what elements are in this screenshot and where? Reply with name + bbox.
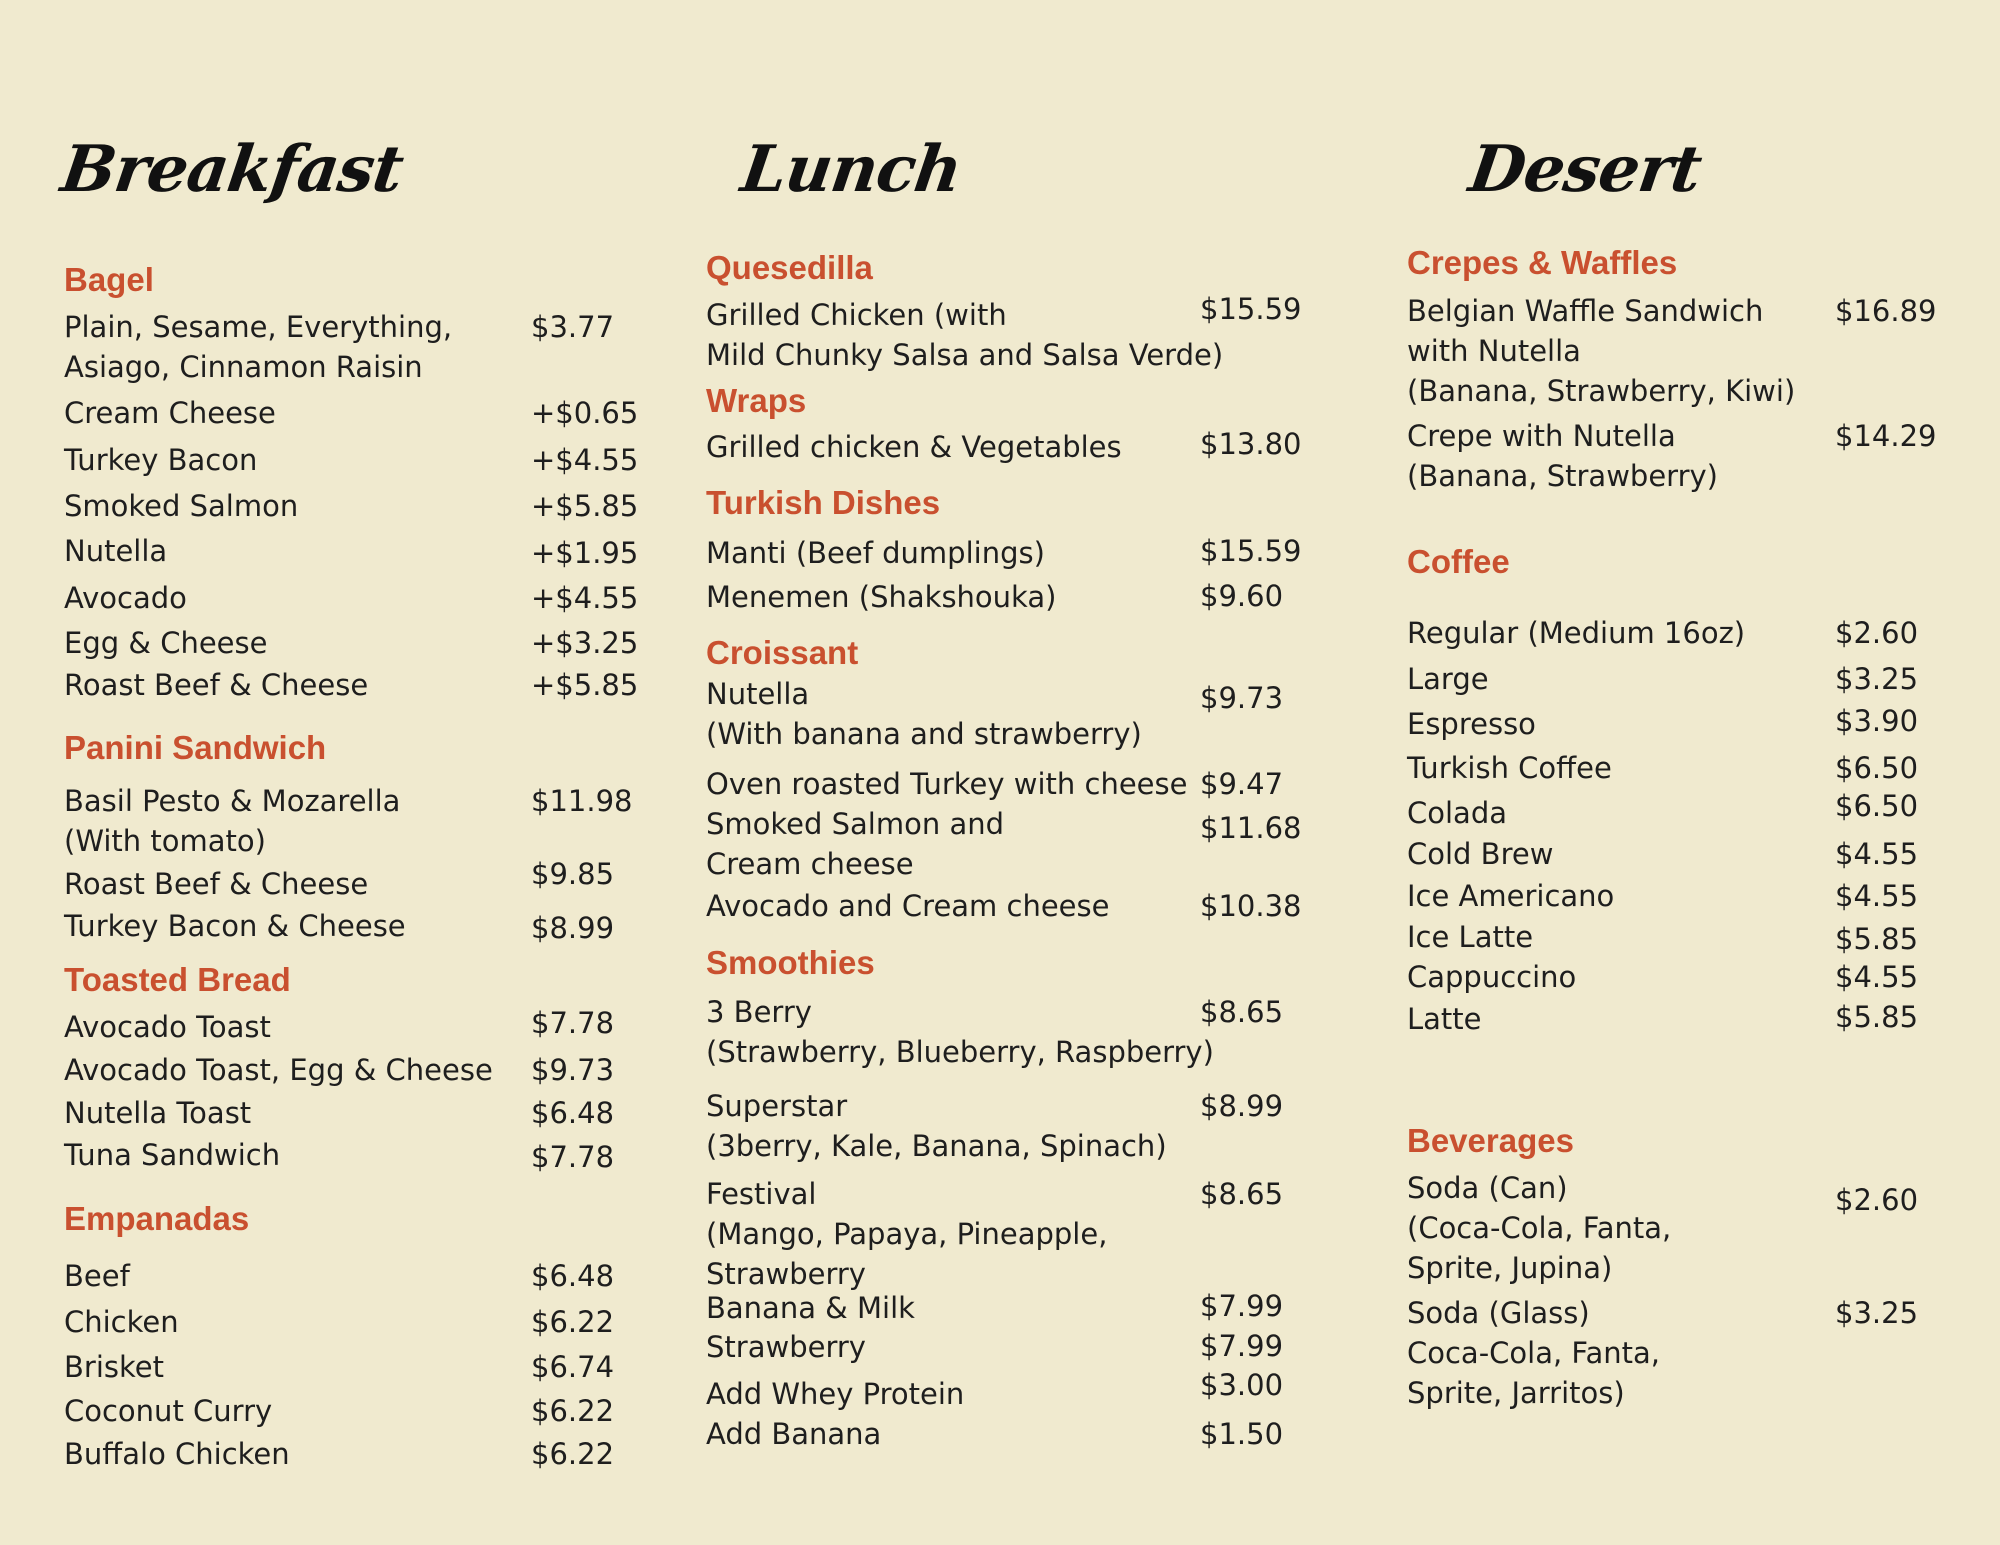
menu-item-name: Oven roasted Turkey with cheese [706,767,1188,801]
menu-item-name: Colada [1407,796,1507,830]
menu-item-price: $2.60 [1835,616,1919,650]
menu-item-price: $9.47 [1200,767,1284,801]
menu-item-name: Add Banana [706,1417,882,1451]
menu-item-name: Egg & Cheese [64,626,268,660]
menu-item-detail: Asiago, Cinnamon Raisin [64,350,423,384]
section-heading-wraps: Wraps [706,382,807,419]
menu-item-name: Smoked Salmon and [706,807,1005,841]
menu-item-price: $2.60 [1835,1183,1919,1217]
menu-item-name: Cream Cheese [64,396,276,430]
menu-item-detail: (Banana, Strawberry) [1407,459,1718,493]
menu-item-price: $9.60 [1200,579,1284,613]
menu-item-price: $9.73 [1200,681,1284,715]
menu-item-name: Menemen (Shakshouka) [706,580,1057,614]
menu-item-price: $6.22 [531,1394,615,1428]
menu-item-detail: Mild Chunky Salsa and Salsa Verde) [706,338,1224,372]
menu-item-price: $6.50 [1835,789,1919,823]
menu-item-detail: (With tomato) [64,824,266,858]
menu-item-detail: (With banana and strawberry) [706,717,1142,751]
menu-item-detail: (Mango, Papaya, Pineapple, [706,1217,1108,1251]
menu-item-name: Soda (Can) [1407,1171,1568,1205]
section-heading-quesedilla: Quesedilla [706,249,873,286]
section-heading-turkish-dishes: Turkish Dishes [706,484,941,521]
menu-item-detail: (Strawberry, Blueberry, Raspberry) [706,1035,1214,1069]
menu-item-name: Regular (Medium 16oz) [1407,616,1746,650]
menu-item-price: $8.99 [1200,1089,1284,1123]
menu-item-price: +$5.85 [531,668,639,702]
menu-item-name: Turkey Bacon [64,443,258,477]
section-heading-coffee: Coffee [1407,543,1510,580]
menu-item-price: $16.89 [1835,294,1937,328]
menu-item-price: $14.29 [1835,419,1937,453]
menu-item-name: Nutella [706,677,810,711]
menu-item-detail: Sprite, Jarritos) [1407,1376,1625,1410]
menu-item-name: Strawberry [706,1330,866,1364]
menu-item-price: $5.85 [1835,1000,1919,1034]
menu-item-price: +$3.25 [531,626,639,660]
menu-item-price: $9.85 [531,857,615,891]
menu-item-name: 3 Berry [706,995,812,1029]
menu-item-price: $6.50 [1835,751,1919,785]
menu-item-price: $7.99 [1200,1329,1284,1363]
menu-item-name: Cold Brew [1407,837,1554,871]
menu-item-name: Add Whey Protein [706,1377,965,1411]
breakfast-title: Breakfast [56,132,408,207]
menu-item-price: $9.73 [531,1053,615,1087]
menu-item-price: $4.55 [1835,837,1919,871]
menu-item-price: +$1.95 [531,536,639,570]
menu-item-name: Smoked Salmon [64,489,299,523]
menu-item-name: Turkey Bacon & Cheese [64,909,406,943]
menu-item-name: Large [1407,662,1489,696]
menu-item-price: $15.59 [1200,534,1302,568]
menu-item-price: $6.22 [531,1437,615,1471]
menu-item-price: $6.48 [531,1259,615,1293]
menu-item-detail: Sprite, Jupina) [1407,1251,1613,1285]
menu-item-name: Nutella [64,534,168,568]
menu-item-name: Belgian Waffle Sandwich [1407,294,1764,328]
menu-item-price: $11.98 [531,784,633,818]
menu-item-name: Banana & Milk [706,1291,915,1325]
menu-item-detail: Coca-Cola, Fanta, [1407,1336,1660,1370]
menu-item-price: $8.99 [531,911,615,945]
menu-item-price: $3.25 [1835,1296,1919,1330]
menu-item-price: $7.99 [1200,1289,1284,1323]
menu-item-name: Avocado [64,581,187,615]
menu-item-name: Crepe with Nutella [1407,419,1676,453]
menu-item-name: Buffalo Chicken [64,1437,290,1471]
menu-item-name: Latte [1407,1002,1482,1036]
menu-item-detail: (Banana, Strawberry, Kiwi) [1407,374,1796,408]
menu-item-price: $3.77 [531,310,615,344]
menu-item-price: $6.48 [531,1096,615,1130]
menu-item-name: Espresso [1407,707,1536,741]
menu-item-price: $1.50 [1200,1417,1284,1451]
menu-item-name: Manti (Beef dumplings) [706,536,1045,570]
menu-item-name: Beef [64,1259,130,1293]
menu-item-name: Ice Latte [1407,920,1534,954]
menu-item-price: $15.59 [1200,292,1302,326]
section-heading-toasted-bread: Toasted Bread [64,961,291,998]
menu-item-price: $7.78 [531,1006,615,1040]
section-heading-croissant: Croissant [706,634,859,671]
menu-item-price: $4.55 [1835,960,1919,994]
menu-item-name: Brisket [64,1350,164,1384]
menu-item-name: Avocado Toast, Egg & Cheese [64,1053,493,1087]
menu-item-name: Nutella Toast [64,1096,252,1130]
menu-item-name: Superstar [706,1089,848,1123]
section-heading-smoothies: Smoothies [706,944,875,981]
menu-item-price: $4.55 [1835,879,1919,913]
section-heading-crepes-waffles: Crepes & Waffles [1407,244,1678,281]
menu-item-price: $3.90 [1835,704,1919,738]
menu-item-price: $6.74 [531,1350,615,1384]
menu-item-price: $3.00 [1200,1368,1284,1402]
menu-item-detail: (Coca-Cola, Fanta, [1407,1211,1672,1245]
menu-item-name: Avocado Toast [64,1010,271,1044]
menu-item-name: Soda (Glass) [1407,1296,1590,1330]
menu-item-price: +$5.85 [531,489,639,523]
section-heading-beverages: Beverages [1407,1122,1574,1159]
menu-item-name: Festival [706,1177,817,1211]
menu-item-name: Ice Americano [1407,879,1615,913]
menu-item-name: Chicken [64,1305,179,1339]
menu-item-name: Coconut Curry [64,1394,273,1428]
menu-item-price: $3.25 [1835,662,1919,696]
section-heading-empanadas: Empanadas [64,1200,250,1237]
menu-item-name: Plain, Sesame, Everything, [64,310,453,344]
menu-item-name: Grilled chicken & Vegetables [706,430,1122,464]
menu-item-price: $8.65 [1200,1177,1284,1211]
menu-item-name: Grilled Chicken (with [706,298,1007,332]
menu-item-detail: with Nutella [1407,334,1581,368]
menu-item-name: Avocado and Cream cheese [706,889,1110,923]
menu-item-name: Tuna Sandwich [64,1138,281,1172]
menu-item-price: $8.65 [1200,995,1284,1029]
desert-title: Desert [1464,132,1706,207]
menu-item-detail: (3berry, Kale, Banana, Spinach) [706,1129,1167,1163]
menu-item-name: Basil Pesto & Mozarella [64,784,401,818]
section-heading-bagel: Bagel [64,261,154,298]
menu-item-name: Roast Beef & Cheese [64,867,369,901]
menu-item-price: +$4.55 [531,581,639,615]
menu-item-name: Cappuccino [1407,960,1577,994]
menu-item-price: +$0.65 [531,396,639,430]
menu-item-name: Turkish Coffee [1407,751,1612,785]
menu-item-price: $5.85 [1835,922,1919,956]
menu-item-name: Roast Beef & Cheese [64,668,369,702]
menu-item-price: +$4.55 [531,443,639,477]
menu-item-detail: Strawberry [706,1257,866,1291]
lunch-title: Lunch [736,132,966,207]
menu-item-price: $6.22 [531,1305,615,1339]
menu-item-detail: Cream cheese [706,847,914,881]
section-heading-panini: Panini Sandwich [64,729,327,766]
menu-item-price: $10.38 [1200,889,1302,923]
menu-item-price: $13.80 [1200,427,1302,461]
menu-item-price: $11.68 [1200,811,1302,845]
menu-item-price: $7.78 [531,1140,615,1174]
